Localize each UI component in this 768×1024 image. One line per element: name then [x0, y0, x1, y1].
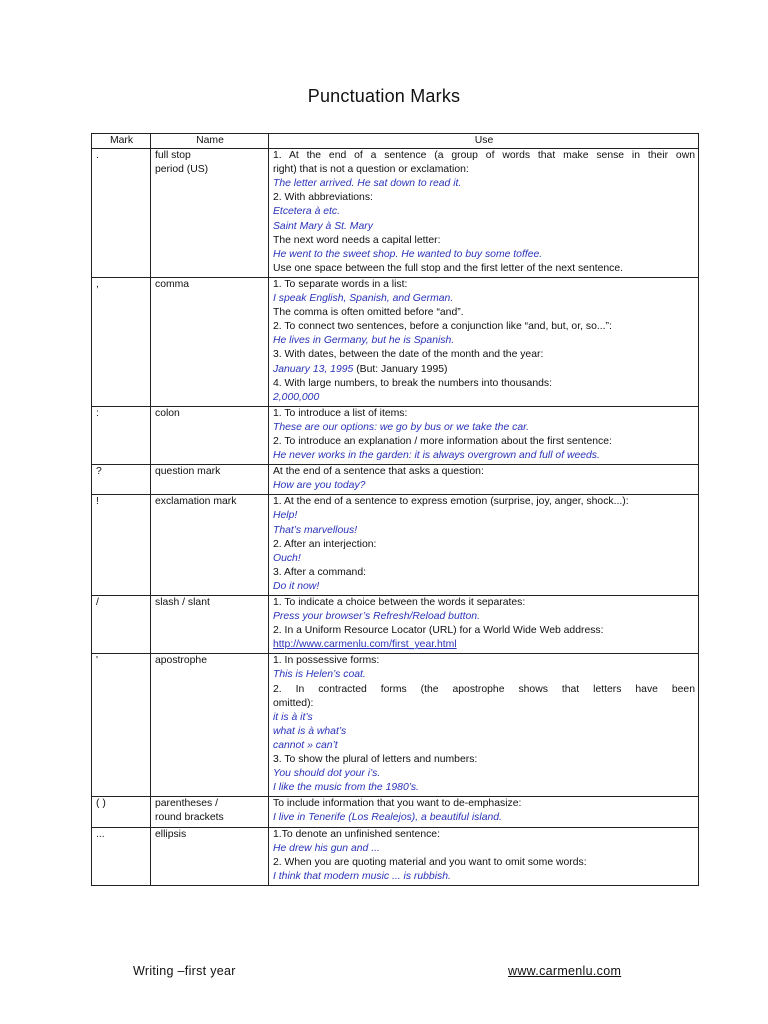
use-line: 2. In a Uniform Resource Locator (URL) for a World Wide Web address: [273, 625, 604, 637]
example-line [273, 177, 695, 191]
use-line: 3. To show the plural of letters and numbers: [273, 754, 478, 766]
mark-cell: / [92, 596, 151, 654]
use-line: 4. With large numbers, to break the numbers into thousands: [273, 377, 552, 389]
example-text: This is Helen’s coat. [273, 669, 366, 681]
example-text: He lives in Germany, but he is Spanish. [273, 335, 455, 347]
page-title: Punctuation Marks [307, 86, 461, 106]
use-cell [269, 797, 699, 827]
mark-cell: ... [92, 827, 151, 885]
name-line: question mark [155, 466, 221, 478]
url-line [273, 638, 695, 652]
use-cell [269, 495, 699, 596]
header-use: Use [269, 134, 699, 149]
example-text: Ouch! [273, 552, 301, 564]
example-text: I think that modern music ... is rubbish. [273, 870, 451, 882]
example-line [273, 220, 695, 234]
name-cell [151, 277, 269, 406]
mark-cell: ! [92, 495, 151, 596]
example-line [273, 610, 695, 624]
example-text: The letter arrived. He sat down to read it. [273, 178, 462, 190]
name-cell [151, 827, 269, 885]
mark-cell: : [92, 406, 151, 464]
header-name: Name [151, 134, 269, 149]
example-text: 2,000,000 [273, 391, 320, 403]
use-line: 2. When you are quoting material and you want to omit some words: [273, 856, 587, 868]
example-line [273, 739, 695, 753]
name-line: apostrophe [155, 655, 207, 667]
example-line [273, 449, 695, 463]
use-cell [269, 149, 699, 278]
example-text: Etcetera à etc. [273, 206, 340, 218]
name-cell [151, 406, 269, 464]
name-cell [151, 654, 269, 797]
example-line [273, 668, 695, 682]
name-line: full stop [155, 150, 191, 162]
example-text: He went to the sweet shop. He wanted to buy some toffee. [273, 248, 543, 260]
use-line: 1. At the end of a sentence (a group of words that make sense in their own [273, 150, 695, 162]
use-line: To include information that you want to de-emphasize: [273, 798, 522, 810]
example-text: That’s marvellous! [273, 524, 358, 536]
example-text: How are you today? [273, 480, 366, 492]
example-text: He never works in the garden: it is always overgrown and full of weeds. [273, 450, 600, 462]
example-line [273, 524, 695, 538]
use-line: omitted): [273, 697, 314, 709]
use-line: The comma is often omitted before “and”. [273, 307, 464, 319]
use-line: 2. To introduce an explanation / more information about the first sentence: [273, 435, 612, 447]
url-link[interactable]: http://www.carmenlu.com/first_year.html [273, 639, 457, 651]
example-text: He drew his gun and ... [273, 842, 380, 854]
example-text: Saint Mary à St. Mary [273, 220, 373, 232]
example-line [273, 870, 695, 884]
name-line: exclamation mark [155, 496, 237, 508]
use-cell [269, 277, 699, 406]
mark-cell: , [92, 277, 151, 406]
example-text: January 13, 1995 [273, 363, 354, 375]
use-line: 3. With dates, between the date of the month and the year: [273, 349, 544, 361]
example-text: You should dot your i’s. [273, 768, 381, 780]
example-text: I speak English, Spanish, and German. [273, 293, 454, 305]
example-line [273, 811, 695, 825]
example-text: I like the music from the 1980’s. [273, 782, 419, 794]
table-row [92, 797, 699, 827]
name-line: slash / slant [155, 597, 210, 608]
use-cell [269, 465, 699, 495]
use-cell [269, 596, 699, 654]
name-cell [151, 596, 269, 654]
table-row [92, 149, 699, 278]
example-line [273, 580, 695, 594]
name-line: period (US) [155, 164, 209, 176]
example-line [273, 781, 695, 795]
use-line: 1. To indicate a choice between the words it separates: [273, 597, 526, 608]
use-note: (But: January 1995) [353, 363, 448, 375]
example-text: what is à what’s [273, 725, 347, 737]
mark-cell: . [92, 149, 151, 278]
example-line [273, 509, 695, 523]
example-line [273, 711, 695, 725]
example-line [273, 767, 695, 781]
use-cell [269, 654, 699, 797]
table-row [92, 596, 699, 654]
example-line [273, 334, 695, 348]
name-cell [151, 149, 269, 278]
example-text: Do it now! [273, 580, 320, 592]
example-line [273, 421, 695, 435]
use-line: 1. In possessive forms: [273, 655, 380, 667]
example-line [273, 479, 695, 493]
use-line: right) that is not a question or exclamation: [273, 164, 469, 176]
use-line: 2. After an interjection: [273, 538, 377, 550]
table-header-row [92, 134, 699, 149]
use-line: The next word needs a capital letter: [273, 234, 441, 246]
example-text: Press your browser’s Refresh/Reload button. [273, 611, 480, 623]
name-line: parentheses / [155, 798, 218, 810]
mark-cell: ? [92, 465, 151, 495]
use-line: 1. To separate words in a list: [273, 278, 408, 290]
use-cell [269, 406, 699, 464]
mark-cell: ( ) [92, 797, 151, 827]
use-cell [269, 827, 699, 885]
example-line [273, 842, 695, 856]
example-text: I live in Tenerife (Los Realejos), a beautiful island. [273, 812, 502, 824]
use-line: 3. After a command: [273, 566, 366, 578]
name-line: comma [155, 278, 190, 290]
example-text: These are our options: we go by bus or we take the car. [273, 421, 530, 433]
example-text: Help! [273, 510, 298, 522]
example-line [273, 363, 695, 377]
example-text: cannot » can’t [273, 739, 338, 751]
table-row [92, 406, 699, 464]
mark-cell: ' [92, 654, 151, 797]
use-line: 1.To denote an unfinished sentence: [273, 828, 440, 840]
example-line [273, 248, 695, 262]
name-line: ellipsis [155, 828, 187, 840]
example-line [273, 552, 695, 566]
header-mark: Mark [92, 134, 151, 149]
footer-course: Writing –first year [133, 964, 236, 978]
example-line [273, 205, 695, 219]
example-line [273, 391, 695, 405]
table-row [92, 465, 699, 495]
name-line: colon [155, 407, 180, 419]
table-row [92, 654, 699, 797]
name-line: round brackets [155, 812, 224, 824]
example-line [273, 292, 695, 306]
table-row [92, 827, 699, 885]
name-cell [151, 465, 269, 495]
example-line [273, 725, 695, 739]
punctuation-table [91, 133, 699, 886]
table-row [92, 277, 699, 406]
name-cell [151, 797, 269, 827]
name-cell [151, 495, 269, 596]
use-line: Use one space between the full stop and the first letter of the next sentence. [273, 262, 624, 274]
use-line: 1. To introduce a list of items: [273, 407, 408, 419]
use-line: At the end of a sentence that asks a question: [273, 466, 484, 478]
table-row [92, 495, 699, 596]
example-text: it is à it’s [273, 711, 313, 723]
use-line: 1. At the end of a sentence to express emotion (surprise, joy, anger, shock...): [273, 496, 629, 508]
use-line: 2. In contracted forms (the apostrophe shows that letters have been [273, 683, 695, 695]
footer-website-link[interactable]: www.carmenlu.com [508, 964, 622, 978]
use-line: 2. With abbreviations: [273, 192, 373, 204]
use-line: 2. To connect two sentences, before a conjunction like “and, but, or, so...”: [273, 321, 612, 333]
